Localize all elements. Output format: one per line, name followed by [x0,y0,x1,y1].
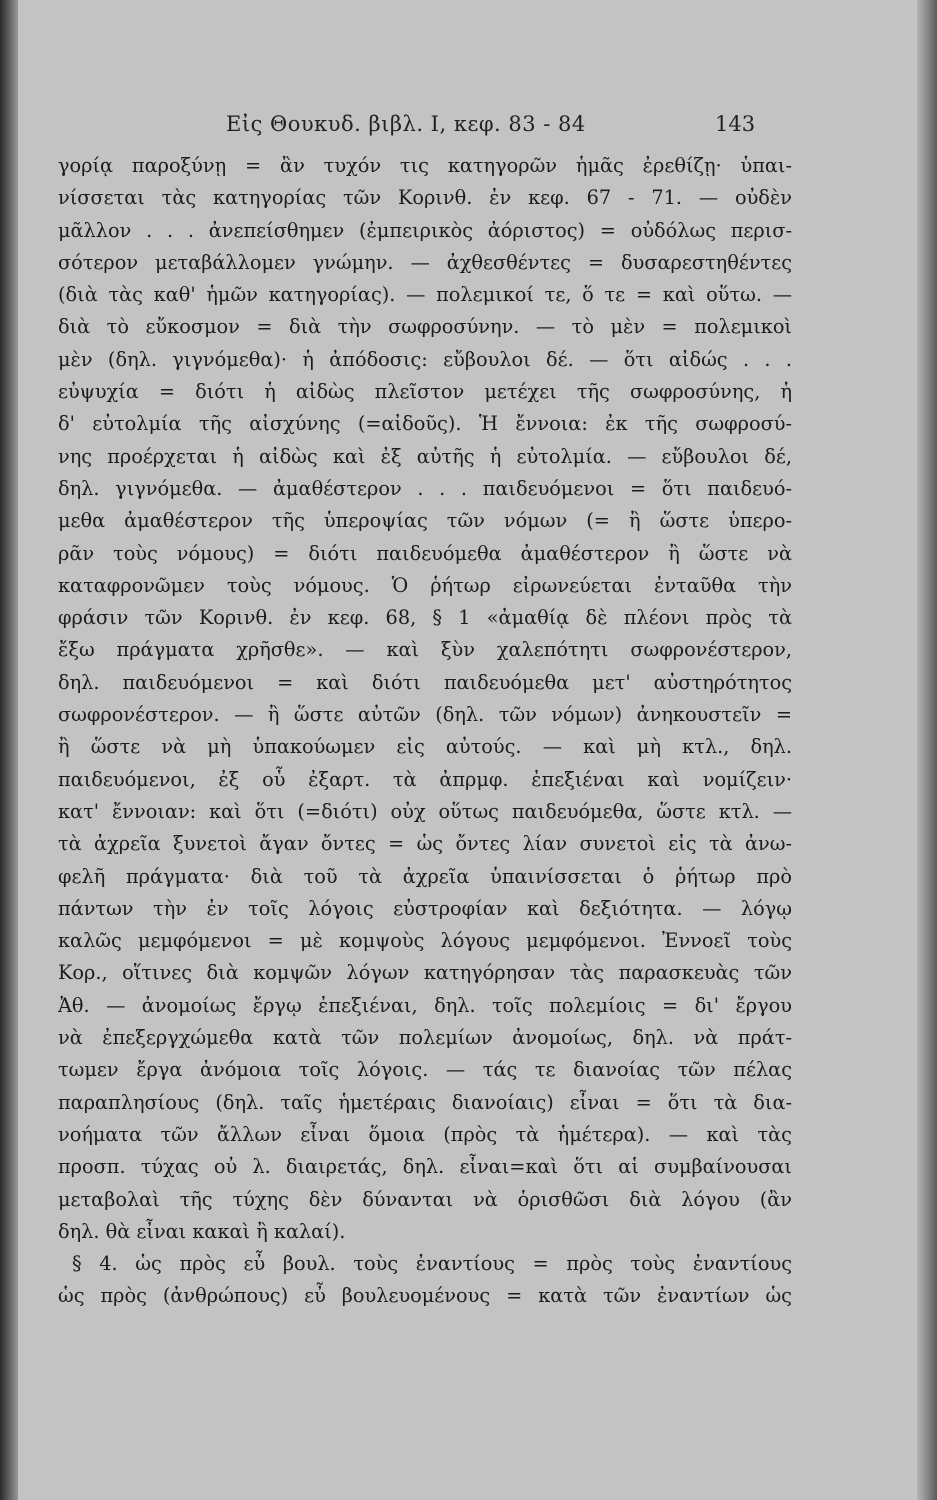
text-line: κατ' ἔννοιαν: καὶ ὅτι (=διότι) οὐχ οὕτως παιδευόμεθα, ὥστε κτλ. — [58,799,792,823]
text-line: νοήματα τῶν ἄλλων εἶναι ὅμοια (πρὸς τὰ ἡμέτερα). — καὶ τὰς [58,1122,792,1146]
text-line: ρᾶν τοὺς νόμους) = διότι παιδευόμεθα ἀμαθέστερον ἢ ὥστε νὰ [58,541,792,565]
text-line: δηλ. γιγνόμεθα. — ἀμαθέστερον . . . παιδευόμενοι = ὅτι παιδευό- [58,476,792,500]
text-line: προσπ. τύχας οὐ λ. διαιρετάς, δηλ. εἶναι=καὶ ὅτι αἱ συμβαίνουσαι [58,1155,792,1179]
text-line: γορίᾳ παροξύνῃ = ἂν τυχόν τις κατηγορῶν ἡμᾶς ἐρεθίζῃ· ὑπαι- [58,154,792,177]
text-line: φράσιν τῶν Κορινθ. ἐν κεφ. 68, § 1 «ἀμαθίᾳ δὲ πλέονι πρὸς τὰ [58,606,792,630]
text-line: μεθα ἀμαθέστερον τῆς ὑπεροψίας τῶν νόμων (= ἢ ὥστε ὑπερο- [58,509,792,533]
text-line: σωφρονέστερον. — ἢ ὥστε αὐτῶν (δηλ. τῶν νόμων) ἀνηκουστεῖν = [58,703,792,727]
text-line: πάντων τὴν ἐν τοῖς λόγοις εὐστροφίαν καὶ δεξιότητα. — λόγῳ [58,896,792,920]
text-line: καταφρονῶμεν τοὺς νόμους. Ὁ ῥήτωρ εἰρωνεύεται ἐνταῦθα τὴν [58,573,792,597]
text-line: μᾶλλον . . . ἀνεπείσθημεν (ἐμπειρικὸς ἀόριστος) = οὐδόλως περισ- [58,218,792,242]
text-line: παιδευόμενοι, ἐξ οὗ ἐξαρτ. τὰ ἀπρμφ. ἐπεξιέναι καὶ νομίζειν· [58,767,792,791]
text-line: εὐψυχία = διότι ἡ αἰδὼς πλεῖστον μετέχει τῆς σωφροσύνης, ἡ [58,380,792,404]
text-line: (διὰ τὰς καθ' ἡμῶν κατηγορίας). — πολεμικοί τε, ὅ τε = καὶ οὕτω. — [58,283,792,307]
text-line-section: § 4. ὡς πρὸς εὖ βουλ. τοὺς ἐναντίους = πρὸς τοὺς ἐναντίους [72,1252,792,1276]
text-line: παραπλησίους (δηλ. ταῖς ἡμετέραις διανοίαις) εἶναι = ὅτι τὰ δια- [58,1090,792,1114]
text-line: Κορ., οἵτινες διὰ κομψῶν λόγων κατηγόρησαν τὰς παρασκευὰς τῶν [58,961,792,985]
running-title: Εἰς Θουκυδ. βιβλ. Ι, κεφ. 83 - 84 [226,112,586,136]
text-line: Ἀθ. — ἀνομοίως ἔργῳ ἐπεξιέναι, δηλ. τοῖς πολεμίοις = δι' ἔργου [58,993,792,1017]
text-line: δ' εὐτολμία τῆς αἰσχύνης (=αἰδοῦς). Ἡ ἔννοια: ἐκ τῆς σωφροσύ- [58,412,792,436]
text-line: διὰ τὸ εὔκοσμον = διὰ τὴν σωφροσύνην. — τὸ μὲν = πολεμικοὶ [58,315,792,339]
scan-edge-right [917,0,937,1500]
text-line: φελῆ πράγματα· διὰ τοῦ τὰ ἀχρεῖα ὑπαινίσσεται ὁ ῥήτωρ πρὸ [58,864,792,888]
page-header [18,112,917,146]
text-line: νίσσεται τὰς κατηγορίας τῶν Κορινθ. ἐν κεφ. 67 - 71. — οὐδὲν [58,186,792,210]
text-line: ὡς πρὸς (ἀνθρώπους) εὖ βουλευομένους = κατὰ τῶν ἐναντίων ὡς [58,1284,792,1308]
scan-edge-left [0,0,18,1500]
text-line: δηλ. παιδευόμενοι = καὶ διότι παιδευόμεθα μετ' αὐστηρότητος [58,670,792,694]
text-line: μὲν (δηλ. γιγνόμεθα)· ἡ ἀπόδοσις: εὔβουλοι δέ. — ὅτι αἰδώς . . . [58,347,792,371]
commentary-text [58,150,792,1313]
text-line: δηλ. θὰ εἶναι κακαὶ ἢ καλαί). [58,1219,346,1243]
text-line: ἢ ὥστε νὰ μὴ ὑπακούωμεν εἰς αὐτούς. — καὶ μὴ κτλ., δηλ. [58,735,792,759]
text-line: ἔξω πράγματα χρῆσθε». — καὶ ξὺν χαλεπότητι σωφρονέστερον, [58,638,792,662]
text-line: νης προέρχεται ἡ αἰδὼς καὶ ἐξ αὐτῆς ἡ εὐτολμία. — εὔβουλοι δέ, [58,444,792,468]
book-page [18,0,917,1500]
text-line: νὰ ἐπεξεργχώμεθα κατὰ τῶν πολεμίων ἀνομοίως, δηλ. νὰ πράτ- [58,1026,792,1050]
text-line: μεταβολαὶ τῆς τύχης δὲν δύνανται νὰ ὁρισθῶσι διὰ λόγου (ἂν [58,1187,792,1211]
text-line: σότερον μεταβάλλομεν γνώμην. — ἀχθεσθέντες = δυσαρεστηθέντες [58,250,792,274]
text-line: τὰ ἀχρεῖα ξυνετοὶ ἄγαν ὄντες = ὡς ὄντες λίαν συνετοὶ εἰς τὰ ἀνω- [58,832,792,856]
text-line: τωμεν ἔργα ἀνόμοια τοῖς λόγοις. — τάς τε διανοίας τῶν πέλας [58,1058,792,1082]
text-line: καλῶς μεμφόμενοι = μὲ κομψοὺς λόγους μεμφόμενοι. Ἐννοεῖ τοὺς [58,929,792,953]
page-number: 143 [715,112,756,136]
